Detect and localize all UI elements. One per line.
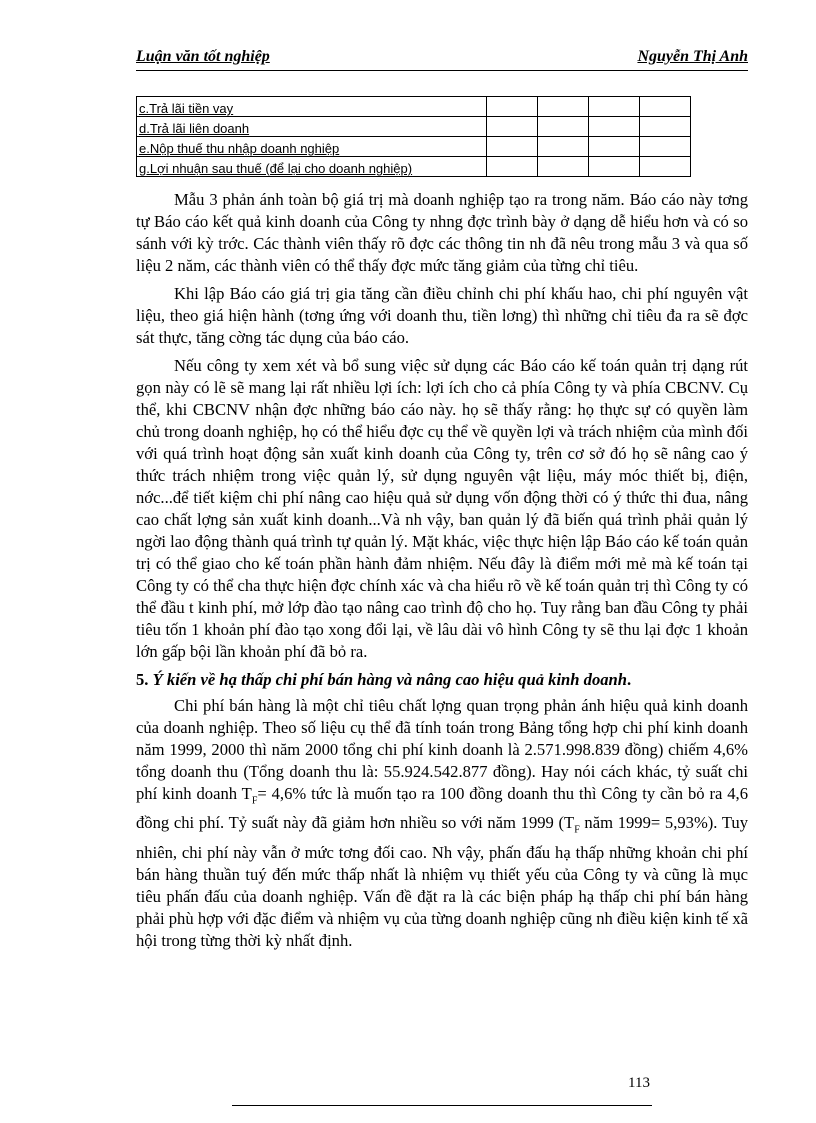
- row-label: d.Trả lãi liên doanh: [137, 117, 487, 137]
- table-cell: [640, 137, 691, 157]
- footer-divider: [232, 1105, 652, 1106]
- page-header: [136, 48, 748, 71]
- table-cell: [538, 117, 589, 137]
- paragraph-part: năm 1999= 5,93%). Tuy nhiên, chi phí này vẫn ở mức tơng đối cao. Nh vậy, phấn đấu hạ thấp những khoản chi phí bán hàng thuần tuý đến mức thấp nhất là nhiệm vụ thiết yếu của Công ty và cũng là mục tiêu phấn đấu của doanh nghiệp. Vấn đề đặt ra là các biện pháp hạ thấp chi phí bán hàng phải phù hợp với đặc điểm và nhiệm vụ của từng doanh nghiệp cũng nh điều kiện kinh tế xã hội trong từng thời kỳ nhất định.: [136, 813, 748, 950]
- subscript: F: [574, 824, 580, 836]
- table-cell: [640, 157, 691, 177]
- section-heading: [136, 669, 748, 691]
- table-cell: [538, 157, 589, 177]
- table-cell: [589, 157, 640, 177]
- table-cell: [487, 97, 538, 117]
- paragraph-management-reports: Nếu công ty xem xét và bổ sung việc sử dụng các Báo cáo kế toán quản trị dạng rút gọn này có lẽ sẽ mang lại rất nhiều lợi ích: lợi ích cho cả phía Công ty và phía CBCNV. Cụ thể, khi CBCNV nhận đợc những báo cáo này. họ sẽ thấy rằng: họ thực sự có quyền làm chủ trong doanh nghiệp, họ có thể hiểu đợc cụ thể về quyền lợi và trách nhiệm của mình đối với quá trình hoạt động sản xuất kinh doanh của Công ty, trên cơ sở đó họ sẽ nâng cao ý thức trách nhiệm trong việc quản lý, sử dụng nguyên vật liệu, máy móc thiết bị, điện, nớc...để tiết kiệm chi phí nâng cao hiệu quả sử dụng vốn động thời có ý thức thi đua, nâng cao chất lợng sản xuất kinh doanh...Và nh vậy, ban quản lý đã biến quá trình phải quản lý ngời lao động thành quá trình tự quản lý. Mặt khác, việc thực hiện lập Báo cáo kế toán quản trị có thể giao cho kế toán phần hành đảm nhiệm. Nếu đây là điểm mới mẻ mà kế toán tại Công ty có thể cha thực hiện đợc chính xác và cha hiểu rõ về kế toán quản trị thì Công ty có thể đầu t kinh phí, mở lớp đào tạo nâng cao trình độ cho họ. Tuy rằng ban đầu Công ty phải tiêu tốn 1 khoản phí đào tạo xong đổi lại, về lâu dài vô hình Công ty sẽ thu lại đợc 1 khoản lớn gấp bội lần khoản phí đã bỏ ra.: [136, 356, 748, 661]
- paragraph-part: = 4,6% tức là muốn tạo ra 100 đồng doanh thu thì Công ty cần bỏ ra 4,6 đồng chi phí. Tỷ suất này đã giảm hơn nhiều so với năm 1999 (T: [136, 784, 749, 833]
- section-title: Ý kiến về hạ thấp chi phí bán hàng và nâng cao hiệu quả kinh doanh: [152, 670, 628, 689]
- table-cell: [487, 117, 538, 137]
- paragraph-sales-cost: [136, 695, 748, 952]
- page-number: 113: [628, 1075, 650, 1091]
- table-cell: [640, 117, 691, 137]
- table-cell: [589, 137, 640, 157]
- row-label: c.Trả lãi tiền vay: [137, 97, 487, 117]
- paragraph-value-added: Khi lập Báo cáo giá trị gia tăng cần điều chỉnh chi phí khấu hao, chi phí nguyên vật liệu, theo giá hiện hành (tơng ứng với doanh thu, tiền lơng) thì những chỉ tiêu đa ra sẽ đợc sát thực, tăng cờng tác dụng của báo cáo.: [136, 284, 748, 347]
- body-text: [136, 189, 748, 958]
- section-number: 5.: [136, 670, 149, 689]
- table-row: [137, 157, 691, 177]
- table-cell: [487, 137, 538, 157]
- paragraph-report-summary: Mẫu 3 phản ánh toàn bộ giá trị mà doanh nghiệp tạo ra trong năm. Báo cáo này tơng tự Báo cáo kết quả kinh doanh của Công ty nhng đợc trình bày ở dạng dễ hiểu hơn và có so sánh với kỳ trớc. Các thành viên thấy rõ đợc các thông tin nh đã nêu trong mẫu 3 và qua số liệu 2 năm, các thành viên có thể thấy đợc mức tăng giảm của từng chỉ tiêu.: [136, 190, 748, 275]
- table-cell: [538, 97, 589, 117]
- subscript: F: [251, 795, 258, 807]
- header-thesis-label: Luận văn tốt nghiệp: [136, 48, 270, 65]
- table-row: [137, 97, 691, 117]
- table-cell: [589, 97, 640, 117]
- table-cell: [589, 117, 640, 137]
- table-cell: [487, 157, 538, 177]
- table-row: [137, 117, 691, 137]
- paragraph-part: Chi phí bán hàng là một chỉ tiêu chất lợng quan trọng phản ánh hiệu quả kinh doanh của doanh nghiệp. Theo số liệu cụ thể đã tính toán trong Bảng tổng hợp chi phí kinh doanh năm 1999, 2000 thì năm 2000 tổng chi phí kinh doanh là 2.571.998.839 đồng) chiếm 4,6% tổng doanh thu (Tổng doanh thu là: 55.924.542.877 đồng). Hay nói cách khác, tỷ suất chi phí kinh doanh T: [136, 696, 748, 803]
- header-author-name: Nguyễn Thị Anh: [637, 48, 748, 65]
- table-row: [137, 137, 691, 157]
- row-label: g.Lợi nhuận sau thuế (để lại cho doanh nghiệp): [137, 157, 487, 177]
- table-cell: [640, 97, 691, 117]
- data-table: [136, 96, 691, 177]
- section-heading-period: .: [627, 670, 632, 689]
- row-label: e.Nộp thuế thu nhập doanh nghiệp: [137, 137, 487, 157]
- table-cell: [538, 137, 589, 157]
